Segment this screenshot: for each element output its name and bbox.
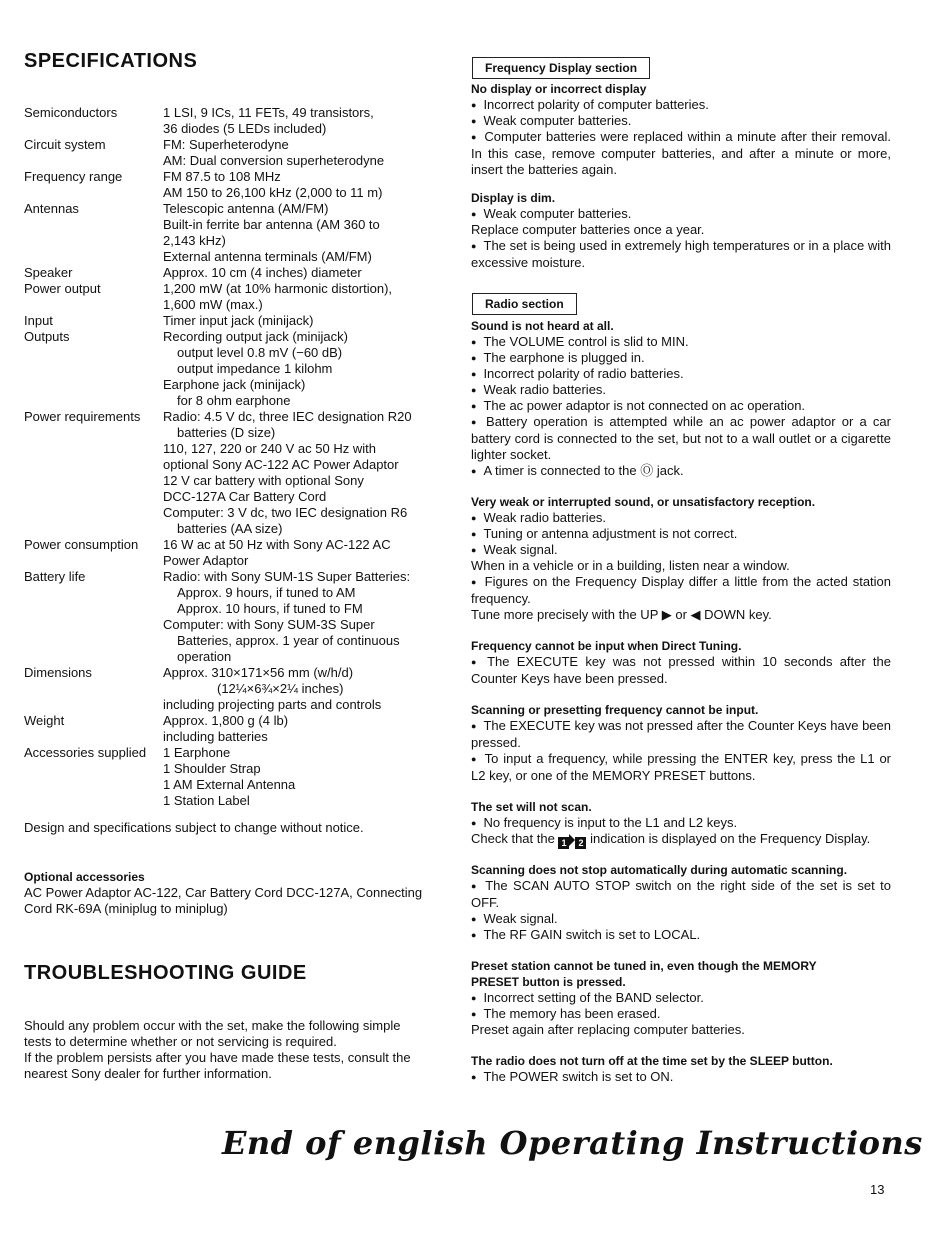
issue-heading: Sound is not heard at all. bbox=[471, 319, 614, 333]
bullet-item: ● To input a frequency, while pressing the ENTER key, press the L1 or L2 key, or one of the MEMORY PRESET buttons. bbox=[471, 751, 891, 784]
spec-label: Circuit system bbox=[24, 137, 106, 152]
issue-heading: Preset station cannot be tuned in, even though the MEMORY bbox=[471, 959, 817, 973]
troubleshooting-intro: Should any problem occur with the set, make the following simple tests to determine whether or not servicing is required. If the problem persists after you have made these tests, consult the nearest Sony dealer for further information. bbox=[24, 1018, 411, 1081]
troubleshooting-heading: TROUBLESHOOTING GUIDE bbox=[24, 962, 307, 984]
spec-label: Power requirements bbox=[24, 409, 141, 424]
bullet-item: ● Figures on the Frequency Display differ a little from the acted station frequency. bbox=[471, 574, 891, 607]
spec-value-line: Timer input jack (minijack) bbox=[163, 313, 314, 328]
radio-section-title: Radio section bbox=[472, 293, 577, 315]
issue-heading: No display or incorrect display bbox=[471, 82, 647, 96]
spec-value-line: Approx. 310×171×56 mm (w/h/d) bbox=[163, 665, 354, 680]
spec-value-line: Earphone jack (minijack) bbox=[163, 377, 306, 392]
spec-value bbox=[163, 281, 453, 313]
spec-notice: Design and specifications subject to change without notice. bbox=[24, 820, 364, 835]
bullet-item: ● Computer batteries were replaced within a minute after their removal. In this case, remove computer batteries, and after a minute or more, insert the batteries again. bbox=[471, 129, 891, 178]
bullet-item: ● Battery operation is attempted while an ac power adaptor or a car battery cord is connected to the set, but not to a wall outlet or a cigarette lighter socket. bbox=[471, 414, 891, 463]
spec-value bbox=[163, 713, 453, 745]
spec-label: Power consumption bbox=[24, 537, 139, 552]
spec-value-line: 36 diodes (5 LEDs included) bbox=[163, 121, 327, 136]
spec-value-line: FM: Superheterodyne bbox=[163, 137, 289, 152]
frequency-display-section bbox=[471, 81, 891, 271]
bullet-item: ● A timer is connected to the Ⓞ jack. bbox=[471, 463, 891, 479]
spec-value-line: (12¼×6¾×2¼ inches) bbox=[217, 681, 344, 696]
spec-value-line: Approx. 10 hours, if tuned to FM bbox=[177, 601, 363, 616]
bullet-item: ● Incorrect setting of the BAND selector. bbox=[471, 990, 891, 1006]
note-text: Check that the 1 2 indication is displayed on the Frequency Display. bbox=[471, 831, 871, 848]
spec-label: Accessories supplied bbox=[24, 745, 147, 760]
issue-heading: Display is dim. bbox=[471, 191, 556, 205]
spec-value-line: Radio: 4.5 V dc, three IEC designation R20 bbox=[163, 409, 412, 424]
issue-heading: PRESET button is pressed. bbox=[471, 975, 626, 989]
issue-heading: Very weak or interrupted sound, or unsatisfactory reception. bbox=[471, 495, 816, 509]
note-text: Preset again after replacing computer batteries. bbox=[471, 1022, 745, 1037]
bullet-item: ● Weak computer batteries. bbox=[471, 113, 891, 129]
spec-value-line: FM 87.5 to 108 MHz bbox=[163, 169, 281, 184]
spec-value bbox=[163, 329, 453, 409]
bullet-item: ● Weak computer batteries. bbox=[471, 206, 891, 222]
spec-value bbox=[163, 201, 453, 265]
spec-value-line: 1 AM External Antenna bbox=[163, 777, 296, 792]
optional-accessories bbox=[24, 869, 444, 917]
bullet-item: ● The SCAN AUTO STOP switch on the right side of the set is set to OFF. bbox=[471, 878, 891, 911]
spec-value-line: External antenna terminals (AM/FM) bbox=[163, 249, 372, 264]
specifications-heading: SPECIFICATIONS bbox=[24, 50, 198, 72]
spec-value-line: including batteries bbox=[163, 729, 268, 744]
spec-value-line: Approx. 1,800 g (4 lb) bbox=[163, 713, 289, 728]
bullet-item: ● No frequency is input to the L1 and L2 keys. bbox=[471, 815, 891, 831]
issue-heading: The radio does not turn off at the time set by the SLEEP button. bbox=[471, 1054, 833, 1068]
spec-label: Frequency range bbox=[24, 169, 123, 184]
spec-value-line: 2,143 kHz) bbox=[163, 233, 226, 248]
spec-value-line: 1 Station Label bbox=[163, 793, 250, 808]
spec-value-line: Batteries, approx. 1 year of continuous bbox=[177, 633, 400, 648]
spec-label: Weight bbox=[24, 713, 65, 728]
spec-value-line: Approx. 10 cm (4 inches) diameter bbox=[163, 265, 362, 280]
spec-value bbox=[163, 313, 453, 329]
spec-value-line: output impedance 1 kilohm bbox=[177, 361, 333, 376]
bullet-item: ● Weak radio batteries. bbox=[471, 510, 891, 526]
bullet-item: ● The POWER switch is set to ON. bbox=[471, 1069, 891, 1085]
spec-value-line: 110, 127, 220 or 240 V ac 50 Hz with bbox=[163, 441, 376, 456]
radio-section bbox=[471, 318, 891, 1085]
spec-value-line: Telescopic antenna (AM/FM) bbox=[163, 201, 329, 216]
spec-value-line: for 8 ohm earphone bbox=[177, 393, 291, 408]
spec-value-line: optional Sony AC-122 AC Power Adaptor bbox=[163, 457, 399, 472]
bullet-item: ● The earphone is plugged in. bbox=[471, 350, 891, 366]
bullet-item: ● Weak signal. bbox=[471, 542, 891, 558]
page-number: 13 bbox=[870, 1182, 885, 1197]
spec-value-line: AM 150 to 26,100 kHz (2,000 to 11 m) bbox=[163, 185, 383, 200]
spec-value-line: Radio: with Sony SUM-1S Super Batteries: bbox=[163, 569, 411, 584]
bullet-item: ● Incorrect polarity of computer batteries. bbox=[471, 97, 891, 113]
bullet-item: ● The EXECUTE key was not pressed after the Counter Keys have been pressed. bbox=[471, 718, 891, 751]
issue-heading: The set will not scan. bbox=[471, 800, 592, 814]
spec-label: Speaker bbox=[24, 265, 73, 280]
bullet-item: ● Tuning or antenna adjustment is not correct. bbox=[471, 526, 891, 542]
spec-label: Antennas bbox=[24, 201, 79, 216]
spec-value bbox=[163, 409, 453, 537]
spec-value bbox=[163, 745, 453, 809]
bullet-item: ● Incorrect polarity of radio batteries. bbox=[471, 366, 891, 382]
spec-label: Outputs bbox=[24, 329, 70, 344]
optional-line: AC Power Adaptor AC-122, Car Battery Cord DCC-127A, Connecting bbox=[24, 885, 423, 900]
issue-heading: Frequency cannot be input when Direct Tuning. bbox=[471, 639, 742, 653]
bullet-item: ● Weak radio batteries. bbox=[471, 382, 891, 398]
bullet-item: ● Weak signal. bbox=[471, 911, 891, 927]
spec-value-line: 1 LSI, 9 ICs, 11 FETs, 49 transistors, bbox=[163, 105, 374, 120]
spec-value-line: 12 V car battery with optional Sony bbox=[163, 473, 364, 488]
spec-value-line: DCC-127A Car Battery Cord bbox=[163, 489, 327, 504]
spec-value bbox=[163, 265, 453, 281]
scan-indication-icon: 1 2 bbox=[558, 834, 586, 846]
spec-value-line: operation bbox=[177, 649, 232, 664]
optional-accessories-heading: Optional accessories bbox=[24, 870, 145, 884]
spec-label: Input bbox=[24, 313, 53, 328]
spec-value bbox=[163, 537, 453, 569]
spec-value bbox=[163, 169, 453, 201]
bullet-item: ● The set is being used in extremely high temperatures or in a place with excessive moisture. bbox=[471, 238, 891, 271]
spec-value-line: AM: Dual conversion superheterodyne bbox=[163, 153, 385, 168]
spec-value-line: Computer: 3 V dc, two IEC designation R6 bbox=[163, 505, 408, 520]
spec-value-line: batteries (D size) bbox=[177, 425, 276, 440]
spec-label: Power output bbox=[24, 281, 101, 296]
spec-value bbox=[163, 137, 453, 169]
frequency-display-section-title: Frequency Display section bbox=[472, 57, 650, 79]
spec-value-line: including projecting parts and controls bbox=[163, 697, 382, 712]
spec-value bbox=[163, 105, 453, 137]
bullet-item: ● The memory has been erased. bbox=[471, 1006, 891, 1022]
spec-label: Battery life bbox=[24, 569, 86, 584]
spec-value-line: batteries (AA size) bbox=[177, 521, 283, 536]
bullet-item: ● The RF GAIN switch is set to LOCAL. bbox=[471, 927, 891, 943]
spec-value-line: 16 W ac at 50 Hz with Sony AC-122 AC bbox=[163, 537, 391, 552]
spec-value bbox=[163, 665, 453, 713]
note-text: Tune more precisely with the UP ▶ or ◀ DOWN key. bbox=[471, 607, 772, 622]
issue-heading: Scanning or presetting frequency cannot be input. bbox=[471, 703, 759, 717]
spec-value-line: Recording output jack (minijack) bbox=[163, 329, 348, 344]
issue-heading: Scanning does not stop automatically during automatic scanning. bbox=[471, 863, 848, 877]
handwritten-closing: End of english Operating Instructions bbox=[222, 1124, 923, 1162]
note-text: Replace computer batteries once a year. bbox=[471, 222, 705, 237]
spec-value-line: Power Adaptor bbox=[163, 553, 249, 568]
bullet-item: ● The VOLUME control is slid to MIN. bbox=[471, 334, 891, 350]
spec-value-line: output level 0.8 mV (−60 dB) bbox=[177, 345, 343, 360]
spec-value-line: Approx. 9 hours, if tuned to AM bbox=[177, 585, 356, 600]
spec-label: Dimensions bbox=[24, 665, 92, 680]
spec-value-line: 1 Earphone bbox=[163, 745, 231, 760]
optional-line: Cord RK-69A (miniplug to miniplug) bbox=[24, 901, 228, 916]
spec-value-line: 1 Shoulder Strap bbox=[163, 761, 261, 776]
spec-value-line: Computer: with Sony SUM-3S Super bbox=[163, 617, 375, 632]
note-text: When in a vehicle or in a building, listen near a window. bbox=[471, 558, 790, 573]
bullet-item: ● The EXECUTE key was not pressed within 10 seconds after the Counter Keys have been pressed. bbox=[471, 654, 891, 687]
spec-value bbox=[163, 569, 453, 665]
spec-value-line: Built-in ferrite bar antenna (AM 360 to bbox=[163, 217, 380, 232]
spec-value-line: 1,600 mW (max.) bbox=[163, 297, 263, 312]
spec-value-line: 1,200 mW (at 10% harmonic distortion), bbox=[163, 281, 393, 296]
spec-label: Semiconductors bbox=[24, 105, 118, 120]
bullet-item: ● The ac power adaptor is not connected on ac operation. bbox=[471, 398, 891, 414]
